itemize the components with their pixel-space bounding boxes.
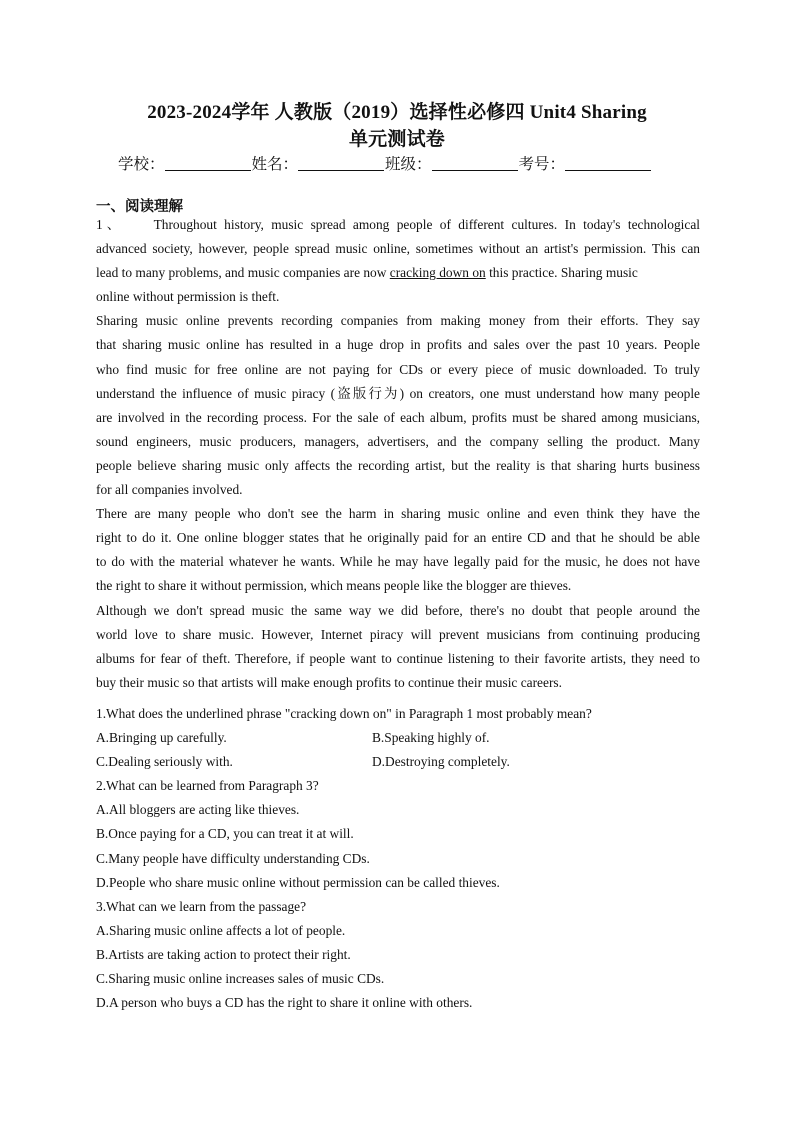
passage-line: Sharing music online prevents recording companies from making money from their efforts. They say: [96, 313, 700, 329]
passage-line: Although we don't spread music the same way we did before, there's no doubt that people around the: [96, 602, 700, 618]
class-label: 班级：: [385, 155, 432, 173]
school-label: 学校：: [118, 155, 165, 173]
school-blank[interactable]: [165, 156, 251, 171]
question-stem: 3.What can we learn from the passage?: [96, 898, 307, 914]
underlined-phrase: cracking down on: [389, 265, 486, 281]
passage-line: to do with the material whatever he wants. While he may have legally paid for the music, he does not have: [96, 554, 700, 570]
option-row: [96, 750, 716, 774]
questions: [96, 702, 716, 1015]
passage-line: buy their music so that artists will make enough profits to continue their music careers.: [96, 674, 562, 690]
option[interactable]: B.Once paying for a CD, you can treat it at will.: [96, 826, 354, 842]
passage-line: people believe sharing music only affects the recording artist, but the reality is that sharing hurts business: [96, 457, 700, 473]
option[interactable]: B.Artists are taking action to protect their right.: [96, 946, 351, 962]
passage-line: lead to many problems, and music companies are now cracking down on this practice. Sharing music: [96, 265, 638, 281]
exam-number-blank[interactable]: [565, 156, 651, 171]
passage-line: are involved in the recording process. For the sale of each album, profits must be shared among musicians,: [96, 409, 700, 425]
option[interactable]: C.Sharing music online increases sales of music CDs.: [96, 971, 385, 987]
passage-line: sound engineers, music producers, managers, advertisers, and the company selling the product. Many: [96, 433, 700, 449]
question-stem: 1.What does the underlined phrase "cracking down on" in Paragraph 1 most probably mean?: [96, 706, 592, 721]
name-label: 姓名：: [251, 155, 299, 173]
option[interactable]: D.Destroying completely.: [372, 754, 510, 770]
option[interactable]: B.Speaking highly of.: [372, 730, 490, 746]
passage-line: There are many people who don't see the harm in sharing music online and even think they have the: [96, 506, 700, 522]
passage-line: online without permission is theft.: [96, 289, 280, 305]
exam-subtitle: 单元测试卷: [348, 129, 445, 150]
exam-number-label: 考号：: [518, 155, 566, 173]
passage-line: albums for fear of theft. Therefore, if people want to continue listening to their favorite artists, they need to: [96, 650, 700, 666]
student-info-row: [118, 152, 652, 174]
section-heading: 一、阅读理解: [96, 199, 183, 215]
name-blank[interactable]: [298, 156, 384, 171]
passage-line: advanced society, however, people spread music online, sometimes without an artist's permission. This can: [96, 241, 700, 257]
exam-title: 2023-2024学年 人教版（2019）选择性必修四 Unit4 Sharing: [147, 102, 647, 123]
class-blank[interactable]: [432, 156, 518, 171]
option[interactable]: C.Many people have difficulty understanding CDs.: [96, 850, 370, 866]
passage-line: world love to share music. However, Internet piracy will prevent musicians from continuing producing: [96, 626, 700, 642]
passage-line: 1、 Throughout history, music spread among people of different cultures. In today's technological: [96, 217, 700, 232]
question-stem: 2.What can be learned from Paragraph 3?: [96, 778, 319, 794]
passage-line: understand the influence of music piracy (盗版行为) on creators, one must understand how many people: [96, 385, 700, 401]
question-number: 1、: [96, 217, 125, 232]
passage-line: that sharing music online has resulted in a huge drop in profits and sales over the past 10 years. People: [96, 337, 700, 353]
option[interactable]: A.All bloggers are acting like thieves.: [96, 802, 300, 818]
passage-line: for all companies involved.: [96, 482, 243, 498]
reading-passage: [96, 213, 700, 695]
passage-line: the right to share it without permission, which means people like the blogger are thieves.: [96, 578, 572, 594]
option[interactable]: C.Dealing seriously with.: [96, 754, 233, 770]
option[interactable]: A.Sharing music online affects a lot of people.: [96, 922, 346, 938]
option[interactable]: A.Bringing up carefully.: [96, 730, 227, 746]
option[interactable]: D.A person who buys a CD has the right to share it online with others.: [96, 995, 473, 1011]
passage-line: who find music for free online are not paying for CDs or every piece of music downloaded. To truly: [96, 361, 700, 377]
option-row: [96, 726, 716, 750]
passage-line: right to do it. One online blogger states that he originally paid for an entire CD and that he should be able: [96, 530, 700, 546]
option[interactable]: D.People who share music online without permission can be called thieves.: [96, 874, 500, 890]
